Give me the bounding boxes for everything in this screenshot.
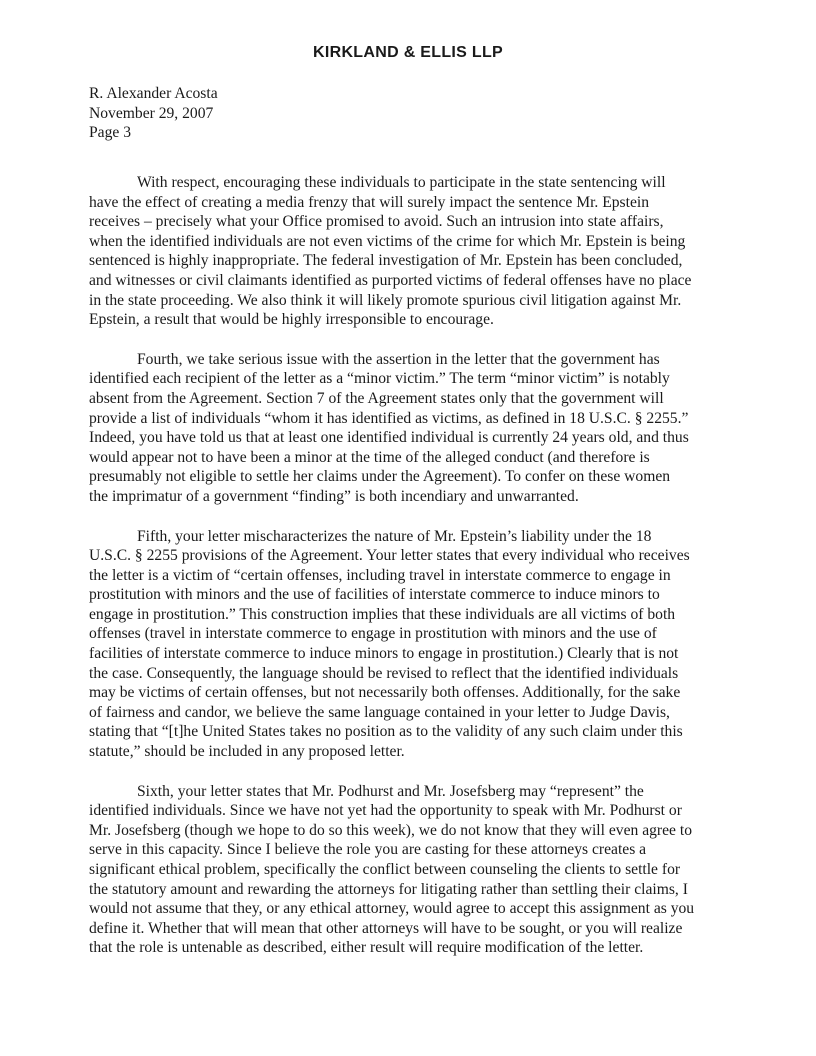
paragraph-line: stating that “[t]he United States takes no position as to the validity of any such claim under this <box>89 723 683 741</box>
paragraph-line: have the effect of creating a media frenzy that will surely impact the sentence Mr. Epstein <box>89 193 649 211</box>
paragraph-line: Fifth, your letter mischaracterizes the nature of Mr. Epstein’s liability under the 18 <box>137 527 652 545</box>
paragraph-line: statute,” should be included in any proposed letter. <box>89 743 405 761</box>
paragraph-line: absent from the Agreement. Section 7 of the Agreement states only that the government will <box>89 389 664 407</box>
paragraph-line: when the identified individuals are not even victims of the crime for which Mr. Epstein is being <box>89 232 686 250</box>
paragraph-line: With respect, encouraging these individuals to participate in the state sentencing will <box>137 174 666 191</box>
paragraph-line: receives – precisely what your Office promised to avoid. Such an intrusion into state affairs, <box>89 213 664 231</box>
paragraph-line: identified each recipient of the letter as a “minor victim.” The term “minor victim” is notably <box>89 370 670 388</box>
paragraph-line: Epstein, a result that would be highly irresponsible to encourage. <box>89 311 494 329</box>
paragraph-line: sentenced is highly inappropriate. The federal investigation of Mr. Epstein has been concluded, <box>89 252 683 270</box>
paragraph-line: significant ethical problem, specifically the conflict between counseling the clients to settle for <box>89 861 681 878</box>
paragraph-line: offenses (travel in interstate commerce to engage in prostitution with minors and the use of <box>89 625 657 643</box>
paragraph-line: presumably not eligible to settle her claims under the Agreement). To confer on these women <box>89 468 671 486</box>
paragraph-line: provide a list of individuals “whom it has identified as victims, as defined in 18 U.S.C. § 2255.” <box>89 409 689 427</box>
paragraph-line: prostitution with minors and the use of facilities of interstate commerce to induce minors to <box>89 586 660 604</box>
paragraph-line: Mr. Josefsberg (though we hope to do so this week), we do not know that they will even agree to <box>89 821 692 839</box>
paragraph-line: Fourth, we take serious issue with the assertion in the letter that the government has <box>137 350 660 368</box>
paragraph-line: of fairness and candor, we believe the same language contained in your letter to Judge Davis, <box>89 703 670 721</box>
letter-body <box>89 173 729 978</box>
paragraph-line: that the role is untenable as described, either result will require modification of the letter. <box>89 939 644 957</box>
paragraph-line: U.S.C. § 2255 provisions of the Agreement. Your letter states that every individual who receives <box>89 547 690 565</box>
letter-meta <box>89 84 218 143</box>
paragraph-line: Indeed, you have told us that at least one identified individual is currently 24 years old, and thus <box>89 429 689 447</box>
paragraph-line: in the state proceeding. We also think it will likely promote spurious civil litigation against Mr. <box>89 291 682 309</box>
body-paragraph <box>89 782 729 958</box>
paragraph-line: the case. Consequently, the language should be revised to reflect that the identified individuals <box>89 664 679 682</box>
body-paragraph <box>89 350 729 507</box>
paragraph-line: would not assume that they, or any ethical attorney, would agree to accept this assignment as you <box>89 900 695 918</box>
page-number: Page 3 <box>89 124 132 141</box>
paragraph-line: the letter is a victim of “certain offenses, including travel in interstate commerce to engage in <box>89 566 671 584</box>
paragraph-line: facilities of interstate commerce to induce minors to engage in prostitution.) Clearly that is not <box>89 645 679 663</box>
paragraph-line: define it. Whether that will mean that other attorneys will have to be sought, or you will realize <box>89 919 683 937</box>
letter-date: November 29, 2007 <box>89 104 214 122</box>
body-paragraph <box>89 527 729 762</box>
paragraph-line: serve in this capacity. Since I believe the role you are casting for these attorneys creates a <box>89 841 647 859</box>
paragraph-line: identified individuals. Since we have not yet had the opportunity to speak with Mr. Podhurst or <box>89 802 682 820</box>
paragraph-line: the statutory amount and rewarding the attorneys for litigating rather than settling their claims, I <box>89 880 688 898</box>
paragraph-line: the imprimatur of a government “finding” is both incendiary and unwarranted. <box>89 487 579 505</box>
body-paragraph <box>89 173 729 330</box>
paragraph-line: would appear not to have been a minor at the time of the alleged conduct (and therefore is <box>89 448 650 466</box>
letterhead: KIRKLAND & ELLIS LLP <box>313 44 503 61</box>
recipient-name: R. Alexander Acosta <box>89 85 218 102</box>
paragraph-line: may be victims of certain offenses, but not necessarily both offenses. Additionally, for the sake <box>89 684 681 702</box>
paragraph-line: Sixth, your letter states that Mr. Podhurst and Mr. Josefsberg may “represent” the <box>137 782 644 800</box>
paragraph-line: and witnesses or civil claimants identified as purported victims of federal offenses have no place <box>89 271 692 289</box>
paragraph-line: engage in prostitution.” This construction implies that these individuals are all victims of both <box>89 605 676 623</box>
